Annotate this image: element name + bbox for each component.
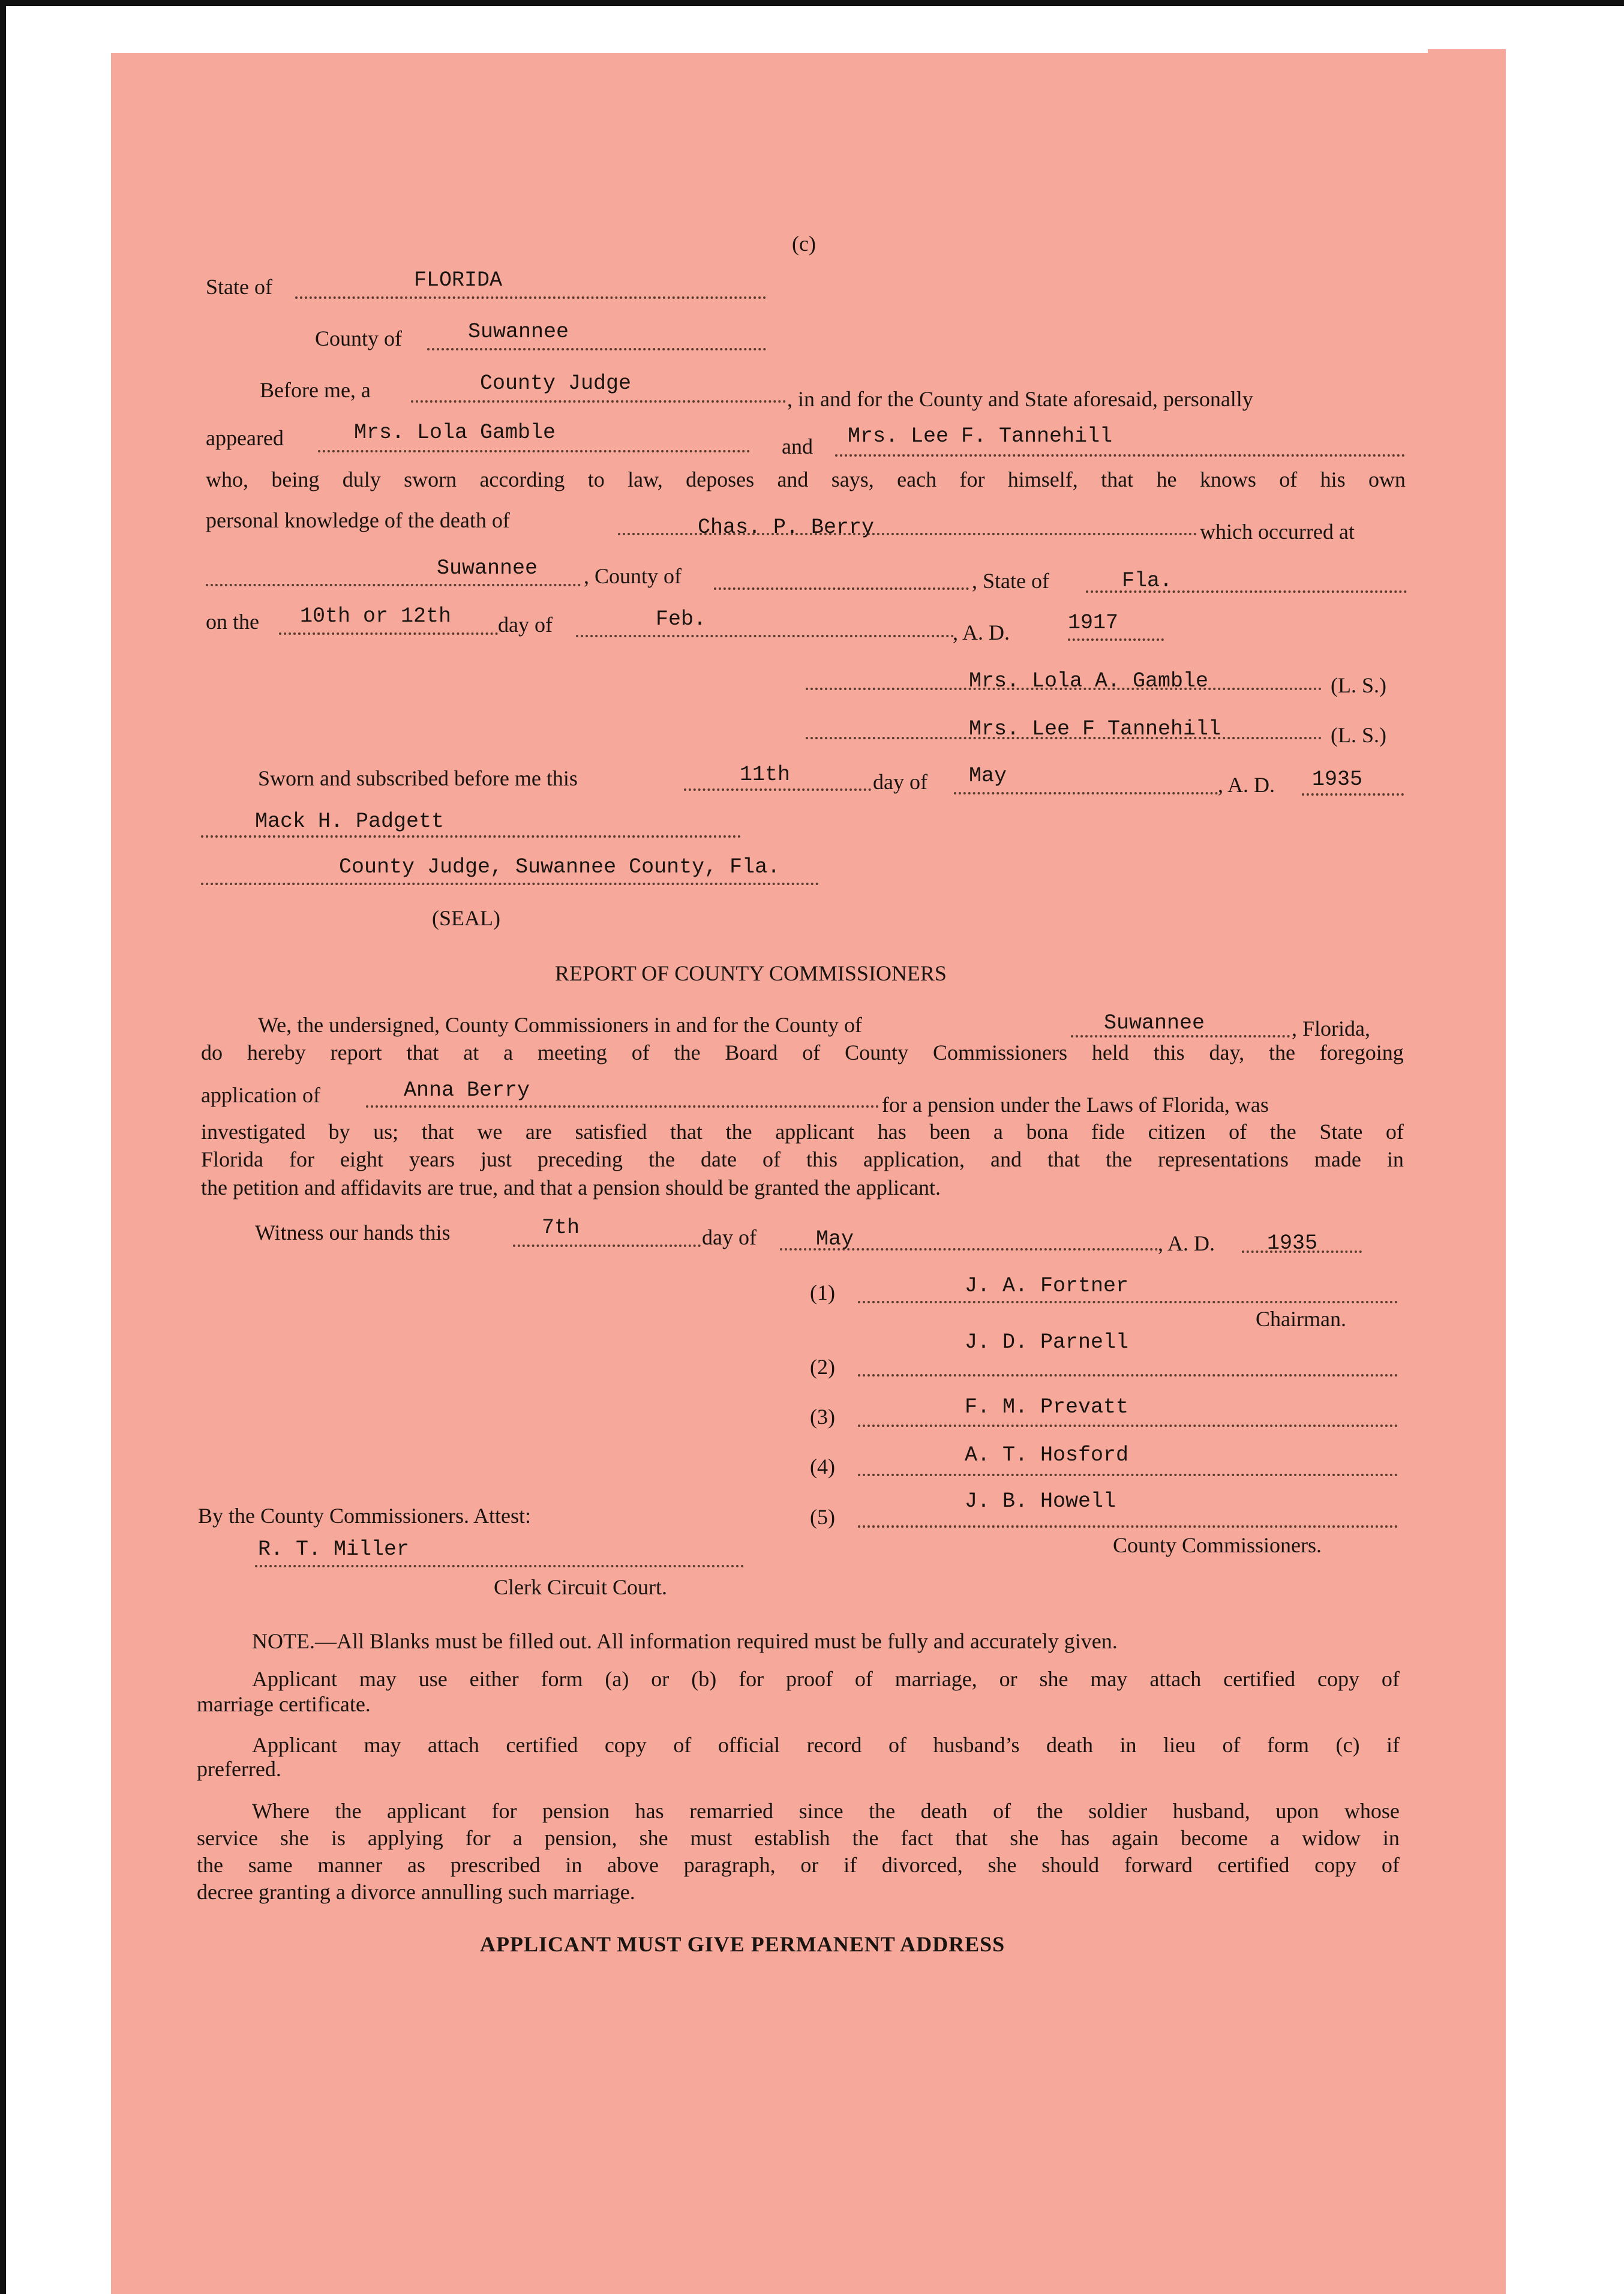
commissioner-3-number: (3): [810, 1405, 835, 1429]
clerk-title: Clerk Circuit Court.: [494, 1575, 667, 1599]
sworn-year-blank: [1302, 793, 1404, 796]
county-inline-blank: [714, 587, 969, 590]
witness1-value[interactable]: Mrs. Lola Gamble: [354, 421, 556, 445]
county-commissioners-label: County Commissioners.: [1113, 1533, 1322, 1557]
which-occurred-label: which occurred at: [1200, 520, 1355, 544]
note-line: NOTE.—All Blanks must be filled out. All information required must be fully and accurately given.: [252, 1629, 1118, 1653]
commissioner-3-line: [858, 1425, 1398, 1427]
sworn-day-blank: [684, 788, 871, 791]
witness1-blank: [318, 450, 750, 452]
commissioner-4-name[interactable]: A. T. Hosford: [965, 1443, 1129, 1467]
commissioner-1-line: [858, 1301, 1398, 1303]
permanent-address-heading: APPLICANT MUST GIVE PERMANENT ADDRESS: [480, 1932, 1005, 1956]
witness-year-value[interactable]: 1935: [1267, 1231, 1318, 1255]
witness-month-value[interactable]: May: [816, 1227, 854, 1251]
application-of-label: application of: [201, 1083, 320, 1107]
judge-title-value: County Judge, Suwannee County, Fla.: [339, 855, 781, 879]
note-p4-line1: Where the applicant for pension has remarried since the death of the soldier husband, upon whose: [252, 1799, 1400, 1823]
note-p4-line4: decree granting a divorce annulling such marriage.: [197, 1880, 635, 1904]
commissioner-2-number: (2): [810, 1355, 835, 1379]
judge-value[interactable]: Mack H. Padgett: [255, 809, 445, 833]
year-blank: [1068, 638, 1164, 641]
commissioner-1-number: (1): [810, 1281, 835, 1305]
state-value[interactable]: FLORIDA: [414, 268, 503, 292]
month-value[interactable]: Feb.: [656, 607, 707, 631]
report-p1-end: , Florida,: [1292, 1016, 1370, 1040]
note-p2-line2: marriage certificate.: [197, 1692, 371, 1716]
witness-hands-label: Witness our hands this: [255, 1221, 451, 1245]
and-label: and: [782, 434, 813, 458]
clerk-value[interactable]: R. T. Miller: [258, 1537, 410, 1561]
ad-label: , A. D.: [953, 620, 1010, 644]
deceased-value[interactable]: Chas. P. Berry: [698, 515, 875, 539]
sworn-month-blank: [954, 792, 1218, 794]
place-blank: [206, 584, 581, 586]
report-p1-line5: Florida for eight years just preceding the date of this application, and that the representations made in: [201, 1147, 1404, 1171]
note-p2-line1: Applicant may use either form (a) or (b) for proof of marriage, or she may attach certified copy of: [252, 1667, 1400, 1691]
report-p1-line4: investigated by us; that we are satisfied that the applicant has been a bona fide citizen of the State of: [201, 1120, 1404, 1144]
judge-title-line: [201, 883, 819, 885]
scan-edge-left: [0, 0, 6, 2294]
state-of-label: State of: [206, 275, 272, 299]
before-me-label: Before me, a: [260, 378, 371, 402]
in-and-for-label: , in and for the County and State aforesaid, personally: [787, 387, 1253, 411]
note-p4-line3: the same manner as prescribed in above paragraph, or if divorced, she should forward certified copy of: [197, 1853, 1400, 1877]
officer-blank: [411, 400, 786, 403]
note-p4-line2: service she is applying for a pension, she must establish the fact that she has again become a widow in: [197, 1826, 1400, 1850]
on-the-label: on the: [206, 610, 259, 634]
commissioner-4-line: [858, 1474, 1398, 1476]
witness-day-blank: [513, 1245, 701, 1247]
sworn-year-value[interactable]: 1935: [1312, 767, 1363, 791]
applicant-value[interactable]: Anna Berry: [404, 1078, 530, 1102]
sworn-line: who, being duly sworn according to law, deposes and says, each for himself, that he knows of his own: [206, 467, 1406, 491]
witness-day-value[interactable]: 7th: [542, 1216, 580, 1240]
personal-knowledge-label: personal knowledge of the death of: [206, 508, 510, 532]
place-value[interactable]: Suwannee: [437, 556, 538, 580]
ls-label-2: (L. S.): [1331, 723, 1386, 747]
clerk-signature-line: [255, 1565, 744, 1567]
commissioner-5-line: [858, 1525, 1398, 1528]
report-heading: REPORT OF COUNTY COMMISSIONERS: [555, 961, 947, 985]
commissioner-5-number: (5): [810, 1505, 835, 1529]
applicant-blank: [366, 1105, 879, 1108]
commissioner-1-name[interactable]: J. A. Fortner: [965, 1274, 1129, 1298]
note-p3-line2: preferred.: [197, 1757, 281, 1781]
sworn-ad-label: , A. D.: [1218, 773, 1275, 797]
report-p1-line2: do hereby report that at a meeting of the Board of County Commissioners held this day, the foregoing: [201, 1040, 1404, 1064]
scan-edge-top: [0, 0, 1624, 6]
state-abbr-value[interactable]: Fla.: [1122, 569, 1173, 593]
seal-label: (SEAL): [432, 906, 500, 930]
county-of-label: County of: [315, 326, 403, 350]
form-label-c: (c): [792, 232, 816, 256]
report-county-value[interactable]: Suwannee: [1104, 1011, 1205, 1035]
witness-ad-label: , A. D.: [1158, 1231, 1215, 1255]
county-blank: [427, 348, 766, 350]
report-p1-line6: the petition and affidavits are true, and that a pension should be granted the applicant.: [201, 1176, 941, 1200]
county-of-inline-label: , County of: [584, 564, 682, 588]
state-blank: [295, 296, 766, 299]
judge-signature-line: [201, 835, 741, 838]
sworn-day-value[interactable]: 11th: [740, 763, 791, 787]
commissioner-2-line: [858, 1374, 1398, 1377]
witness-day-of-label: day of: [702, 1225, 757, 1249]
sworn-subscribed-label: Sworn and subscribed before me this: [258, 766, 578, 790]
signature1-value[interactable]: Mrs. Lola A. Gamble: [969, 669, 1209, 693]
commissioner-3-name[interactable]: F. M. Prevatt: [965, 1395, 1129, 1419]
attest-label: By the County Commissioners. Attest:: [198, 1504, 532, 1528]
day-value[interactable]: 10th or 12th: [300, 604, 452, 628]
commissioner-2-name[interactable]: J. D. Parnell: [965, 1330, 1129, 1354]
ls-label-1: (L. S.): [1331, 673, 1386, 697]
commissioner-5-name[interactable]: J. B. Howell: [965, 1489, 1116, 1513]
month-blank: [576, 635, 954, 637]
witness2-blank: [835, 454, 1405, 457]
sworn-day-of-label: day of: [873, 770, 927, 794]
witness2-value[interactable]: Mrs. Lee F. Tannehill: [848, 424, 1113, 448]
officer-value[interactable]: County Judge: [480, 371, 632, 395]
day-blank: [279, 632, 498, 635]
appeared-label: appeared: [206, 426, 284, 450]
signature2-value[interactable]: Mrs. Lee F Tannehill: [969, 717, 1221, 741]
chairman-label: Chairman.: [1256, 1307, 1346, 1331]
day-of-label: day of: [498, 613, 553, 637]
report-p1-start: We, the undersigned, County Commissioners in and for the County of: [258, 1013, 862, 1037]
year-value[interactable]: 1917: [1068, 611, 1119, 635]
paper-tab: [1428, 49, 1506, 61]
commissioner-4-number: (4): [810, 1455, 835, 1479]
for-pension-label: for a pension under the Laws of Florida, was: [882, 1093, 1269, 1117]
sworn-month-value[interactable]: May: [969, 764, 1007, 788]
note-p3-line1: Applicant may attach certified copy of official record of husband’s death in lieu of form (c) if: [252, 1733, 1400, 1757]
county-value[interactable]: Suwannee: [468, 320, 569, 344]
state-of-inline-label: , State of: [972, 569, 1049, 593]
report-county-blank: [1071, 1035, 1290, 1037]
